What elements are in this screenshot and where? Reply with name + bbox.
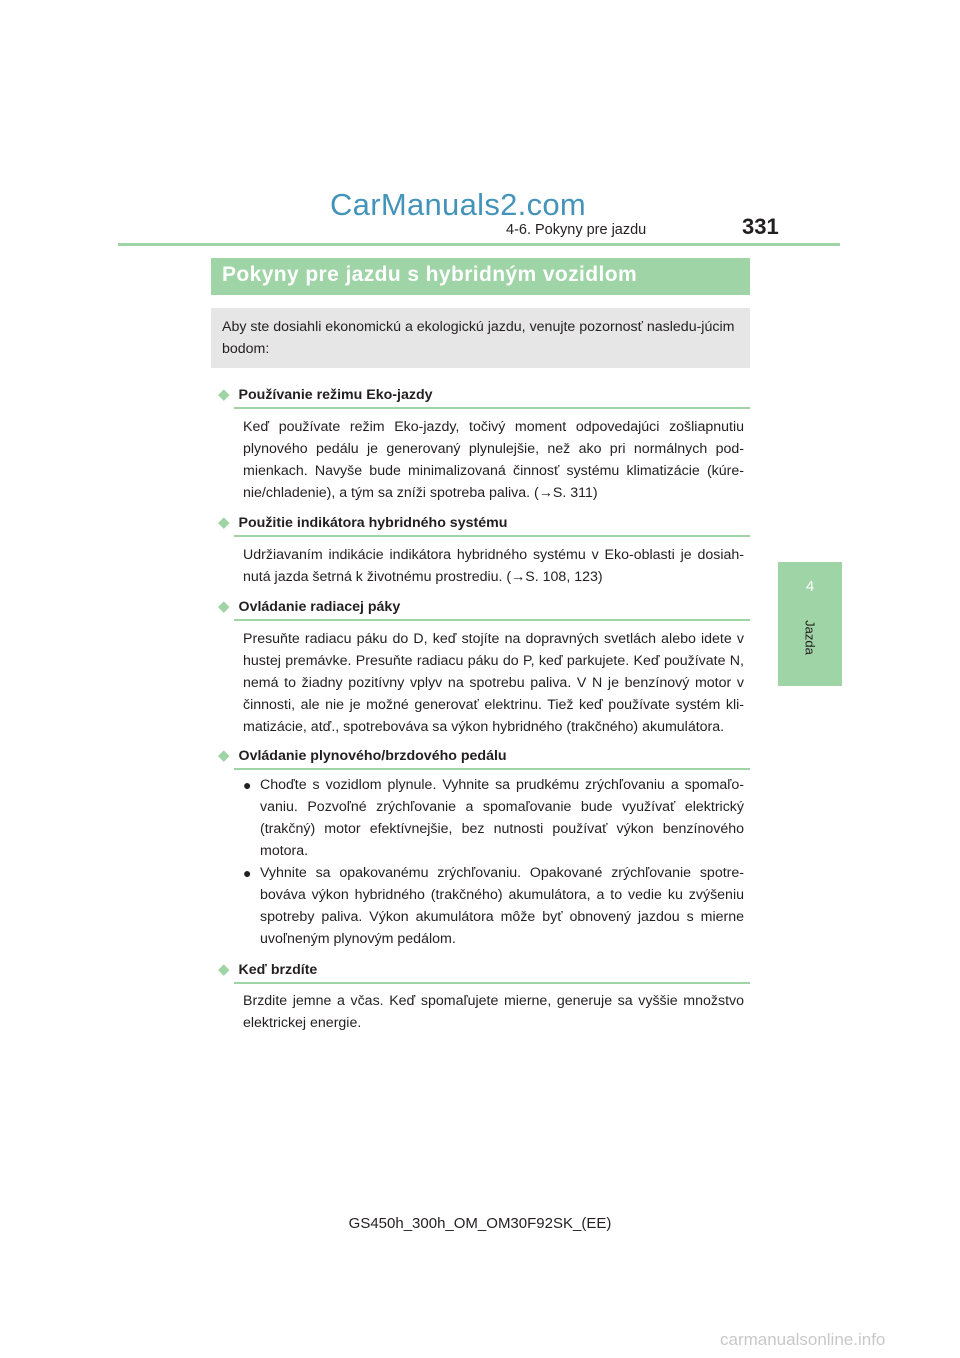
subsection-body: Keď používate režim Eko-jazdy, točivý moment odpovedajúci zošliapnutiu plynového pedálu je generovaný plynulejšie, než ako pri normálnych pod-mienkach. Navyše bude minimalizovaná činnosť systému klimatizácie (kúre-nie/chladenie), a tým sa zníži spotreba paliva. (→S. 311) <box>243 419 744 501</box>
subsection-heading: ◆ Keď brzdíte <box>218 961 318 978</box>
intro-text: Aby ste dosiahli ekonomickú a ekologickú jazdu, venujte pozornosť nasledu-júcim bodom: <box>222 319 735 357</box>
diamond-icon: ◆ <box>218 598 230 615</box>
subsection-body: Brzdite jemne a včas. Keď spomaľujete mierne, generuje sa vyššie množstvo elektrickej energie. <box>243 993 744 1031</box>
subsection-rule <box>234 982 750 984</box>
diamond-icon: ◆ <box>218 747 230 764</box>
subsection-heading: ◆ Ovládanie radiacej páky <box>218 598 401 615</box>
subsection-heading: ◆ Použitie indikátora hybridného systému <box>218 514 508 531</box>
document-code: GS450h_300h_OM_OM30F92SK_(EE) <box>348 1215 612 1232</box>
page-title: Pokyny pre jazdu s hybridným vozidlom <box>222 263 638 286</box>
section-heading: 4-6. Pokyny pre jazdu <box>506 222 647 238</box>
chapter-label: Jazda <box>802 620 818 655</box>
bullet-item: ● Choďte s vozidlom plynule. Vyhnite sa prudkému zrýchľovaniu a spomaľo-vaniu. Pozvoľné zrýchľovanie a spomaľovanie bude využívať elektrický (trakčný) motor efektívnejšie, bez nutnosti používať výkon benzínového motora. <box>243 774 744 862</box>
diamond-icon: ◆ <box>218 961 230 978</box>
subsection-rule <box>234 768 750 770</box>
subsection-rule <box>234 407 750 409</box>
chapter-number: 4 <box>805 578 815 595</box>
page-number: 331 <box>742 214 779 239</box>
diamond-icon: ◆ <box>218 514 230 531</box>
bullet-icon: ● <box>243 865 252 881</box>
header-rule <box>118 243 840 246</box>
subsection-rule <box>234 535 750 537</box>
bottom-watermark: carmanualsonline.info <box>720 1330 886 1349</box>
bullet-icon: ● <box>243 777 252 793</box>
bullet-item: ● Vyhnite sa opakovanému zrýchľovaniu. Opakované zrýchľovanie spotre-bováva výkon hybridného (trakčného) akumulátora, a to vedie ku zvýšeniu spotreby paliva. Výkon akumulátora môže byť obnovený jazdou s mierne uvoľneným plynovým pedálom. <box>243 862 744 950</box>
subsection-rule <box>234 619 750 621</box>
subsection-body: Presuňte radiacu páku do D, keď stojíte na dopravných svetlách alebo idete v hustej premávke. Presuňte radiacu páku do P, keď parkujete. Keď používate N, nemá to žiadny pozitívny vplyv na spotrebu paliva. V N je benzínový motor v činnosti, ale nie je možné generovať elektrinu. Tiež keď používate systém kli-matizácie, atď., spotrebováva sa výkon hybridného (trakčného) akumulátora. <box>243 631 744 735</box>
diamond-icon: ◆ <box>218 386 230 403</box>
subsection-heading: ◆ Ovládanie plynového/brzdového pedálu <box>218 747 507 764</box>
subsection-body: Udržiavaním indikácie indikátora hybridného systému v Eko-oblasti je dosiah-nutá jazda šetrná k životnému prostrediu. (→S. 108, 123) <box>243 547 744 585</box>
subsection-heading: ◆ Používanie režimu Eko-jazdy <box>218 386 433 403</box>
watermark-logo: CarManuals2.com <box>330 187 587 222</box>
